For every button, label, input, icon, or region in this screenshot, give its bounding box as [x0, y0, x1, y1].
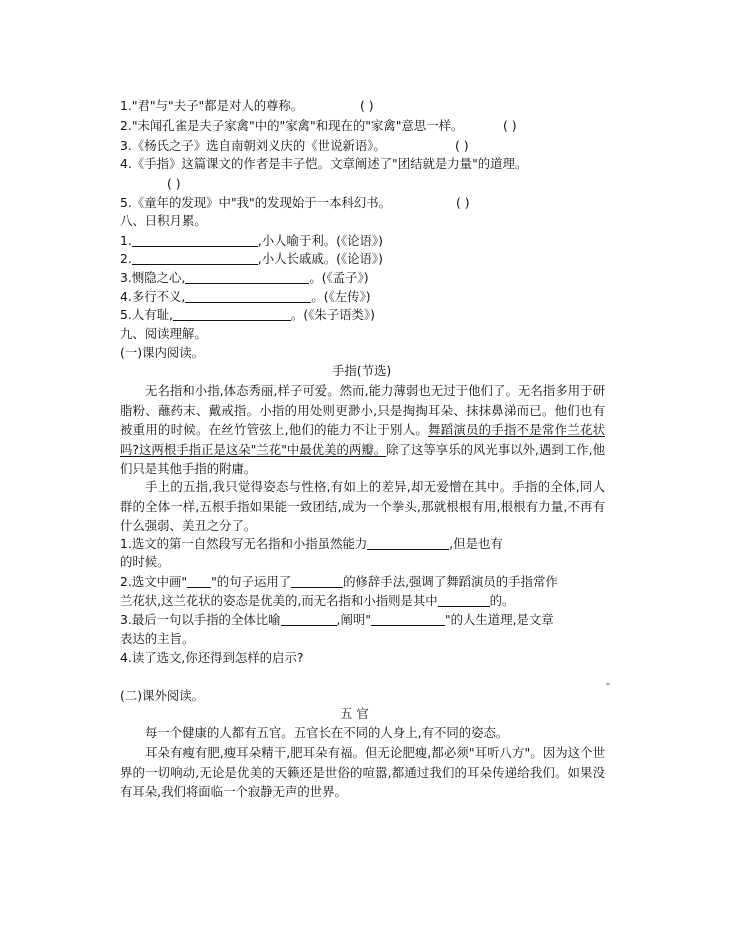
passage2-paragraph1: 每一个健康的人都有五官。五官长在不同的人身上,有不同的姿态。 — [145, 725, 509, 740]
q3-blank-2[interactable] — [371, 613, 445, 626]
question-1: 1.选文的第一自然段写无名指和小指虽然能力 ,但是也有 — [120, 536, 503, 551]
reading-part2-title: (二)课外阅读。 — [120, 688, 205, 703]
passage1-paragraph1: 无名指和小指,体态秀丽,样子可爱。然而,能力薄弱也无过于他们了。无名指多用于研脂粉、蘸药末、戴戒指。小指的用处则更渺小,只是掏掏耳朵、抹抹鼻涕而已。他们也有被重用的时候。在丝竹管弦上,他们的能力不让于别人。舞蹈演员的手指不是常作兰花状吗?这两根手指正是这朵"兰花"中最优美的两瓣。除了这等享乐的风光事以外,遇到工作,他们只是其他手指的附庸。 — [120, 383, 605, 477]
passage1-title: 手指(节选) — [332, 363, 392, 378]
passage2-title: 五 官 — [340, 706, 369, 721]
section9-title: 九、阅读理解。 — [120, 326, 207, 341]
judge-answer-2[interactable]: ( ) — [503, 118, 517, 133]
fill-item-5: 5.人有耻, 。(《朱子语类》) — [120, 307, 375, 322]
fill-item-4: 4.多行不义, 。(《左传》) — [120, 289, 371, 304]
passage1-paragraph2: 手上的五指,我只觉得姿态与性格,有如上的差异,却无爱憎在其中。手指的全体,同人群的全体一样,五根手指如果能一致团结,成为一个拳头,那就根根有用,根根有力量,不再有什么强弱、美丑之分了。 — [120, 479, 605, 534]
q3-blank-1[interactable] — [281, 613, 337, 626]
question-3: 3.最后一句以手指的全体比喻 ,阐明" "的人生道理,是文章 — [120, 612, 554, 627]
judge-item-3: 3.《杨氏之子》选自南朝刘义庆的《世说新语》。 ( ) — [120, 138, 469, 153]
fill-blank-3[interactable] — [185, 271, 309, 284]
judge-item-5: 5.《童年的发现》中"我"的发现始于一本科幻书。 ( ) — [120, 195, 470, 210]
question-3-cont: 表达的主旨。 — [120, 631, 195, 646]
fill-blank-4[interactable] — [185, 290, 311, 303]
judge-answer-4[interactable]: ( ) — [167, 176, 181, 191]
q2-blank-mark[interactable] — [187, 575, 211, 588]
question-2: 2.选文中画" "的句子运用了 的修辞手法,强调了舞蹈演员的手指常作 — [120, 574, 558, 589]
q2-blank-end[interactable] — [438, 594, 490, 607]
question-4: 4.读了选文,你还得到怎样的启示? — [120, 650, 304, 665]
q2-blank-rhetoric[interactable] — [291, 575, 343, 588]
underlined-sentence: 舞蹈演员的手指不是常作兰花状吗?这两根手指正是这朵"兰花"中最优美的两瓣。 — [120, 422, 605, 457]
reading-part1-title: (一)课内阅读。 — [120, 345, 205, 360]
section8-title: 八、日积月累。 — [120, 213, 207, 228]
judge-answer-1[interactable]: ( ) — [360, 98, 374, 113]
fill-blank-1[interactable] — [132, 234, 258, 247]
judge-answer-3[interactable]: ( ) — [455, 138, 469, 153]
fill-blank-2[interactable] — [132, 252, 258, 265]
fill-item-1: 1. ,小人喻于利。(《论语》) — [120, 233, 383, 248]
judge-answer-5[interactable]: ( ) — [456, 195, 470, 210]
stray-dash: - — [606, 677, 610, 690]
fill-item-2: 2. ,小人长戚戚。(《论语》) — [120, 251, 383, 266]
passage2-paragraph2: 耳朵有瘦有肥,瘦耳朵精干,肥耳朵有福。但无论肥瘦,都必须"耳听八方"。因为这个世界的一切响动,无论是优美的天籁还是世俗的喧嚣,都通过我们的耳朵传递给我们。如果没有耳朵,我们将面临一个寂静无声的世界。 — [120, 745, 605, 800]
q1-blank[interactable] — [367, 537, 449, 550]
question-2-cont: 兰花状,这兰花状的姿态是优美的,而无名指和小指则是其中 的。 — [120, 593, 515, 608]
judge-item-1: 1."君"与"夫子"都是对人的尊称。 ( ) — [120, 98, 374, 113]
judge-item-2: 2."未闻孔雀是夫子家禽"中的"家禽"和现在的"家禽"意思一样。 ( ) — [120, 118, 517, 133]
question-1-cont: 的时候。 — [120, 554, 170, 569]
fill-blank-5[interactable] — [173, 308, 291, 321]
fill-item-3: 3.恻隐之心, 。(《孟子》) — [120, 270, 369, 285]
judge-item-4: 4.《手指》这篇课文的作者是丰子恺。文章阐述了"团结就是力量"的道理。 — [120, 156, 528, 171]
